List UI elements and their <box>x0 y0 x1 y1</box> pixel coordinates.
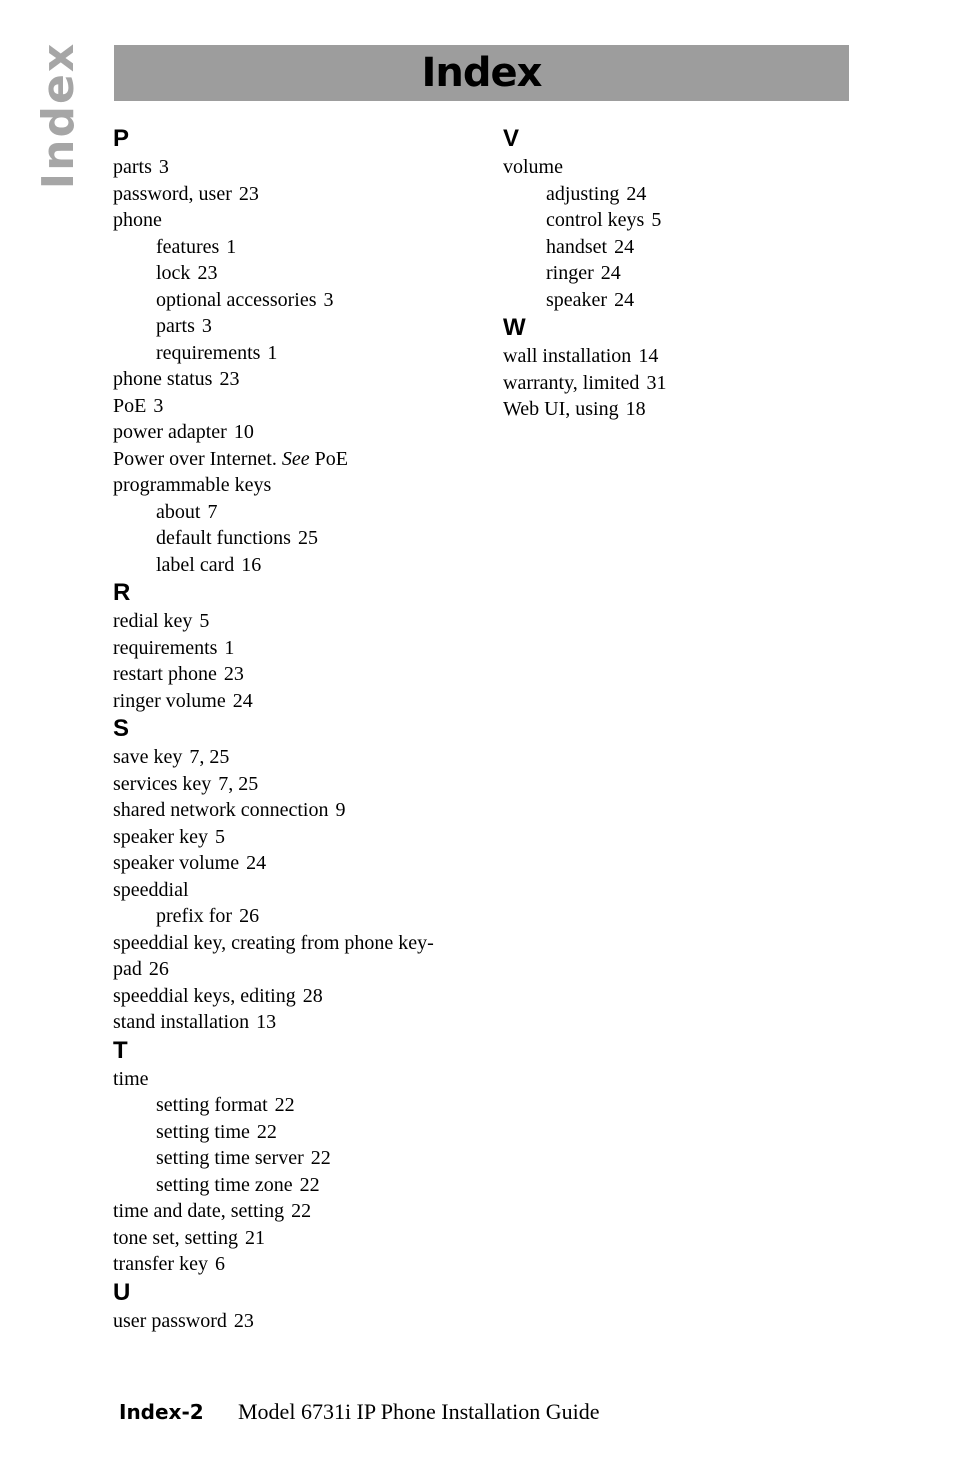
index-entry <box>113 393 493 420</box>
entry-page-number: 26 <box>148 958 169 980</box>
index-entry <box>113 1251 493 1278</box>
section-letter: W <box>503 314 526 341</box>
page-title: Index <box>421 50 542 96</box>
index-subentry <box>113 552 493 579</box>
entry-page-number: 3 <box>158 156 169 178</box>
entry-term: features <box>156 235 220 258</box>
index-entry <box>113 1198 493 1225</box>
footer-page-number: Index-2 <box>119 1400 204 1424</box>
section-letter: T <box>113 1036 128 1064</box>
entry-page-number: 1 <box>226 235 237 258</box>
entry-term: user password <box>113 1309 227 1332</box>
entry-page-number: 24 <box>246 852 267 874</box>
entry-page-number: 24 <box>232 689 253 712</box>
entry-term: ringer volume <box>113 689 226 712</box>
entry-term: time <box>113 1067 149 1090</box>
entry-term: tone set, setting <box>113 1226 238 1249</box>
entry-term: phone status <box>113 368 213 390</box>
entry-term: lock <box>156 262 191 284</box>
entry-term: default functions <box>156 527 291 549</box>
entry-page-number: 9 <box>335 799 346 821</box>
index-subentry <box>503 234 883 261</box>
entry-term: setting time <box>156 1120 250 1143</box>
entry-page-number: 22 <box>299 1173 320 1196</box>
entry-term: PoE <box>113 394 147 417</box>
entry-term: Web UI, using <box>503 398 619 420</box>
entry-term: requirements <box>156 341 261 364</box>
index-entry <box>113 661 493 688</box>
entry-page-number: 26 <box>239 905 260 927</box>
entry-page-number: 24 <box>600 262 621 284</box>
entry-term: wall installation <box>503 345 632 367</box>
entry-term: ringer <box>546 262 594 284</box>
index-entry <box>113 1066 493 1093</box>
entry-term: power adapter <box>113 421 227 443</box>
entry-term: shared network connection <box>113 799 329 821</box>
entry-term: adjusting <box>546 182 620 205</box>
page-footer <box>119 1398 600 1426</box>
entry-page-number: 24 <box>626 182 647 205</box>
index-subentry <box>503 207 883 234</box>
footer-guide-title: Model 6731i IP Phone Installation Guide <box>238 1399 600 1424</box>
title-bar <box>114 45 849 101</box>
index-subentry <box>113 903 493 930</box>
entry-term: about <box>156 500 201 523</box>
entry-term: setting format <box>156 1094 268 1116</box>
entry-term: redial key <box>113 610 193 632</box>
entry-page-number: 7 <box>207 500 218 523</box>
index-entry <box>113 635 493 662</box>
entry-term: prefix for <box>156 905 233 927</box>
entry-term: requirements <box>113 636 218 659</box>
entry-page-number: 13 <box>256 1011 277 1033</box>
index-subentry <box>113 313 493 340</box>
section-letter: P <box>113 125 130 152</box>
entry-page-number: 22 <box>274 1094 295 1116</box>
entry-term: optional accessories <box>156 288 317 311</box>
index-subentry <box>113 499 493 526</box>
index-entry <box>113 1225 493 1252</box>
index-entry <box>113 983 493 1010</box>
entry-page-number: 5 <box>199 610 210 632</box>
index-entry <box>113 366 493 393</box>
see-reference-label: See <box>281 447 310 470</box>
entry-term: Power over Internet. <box>113 447 277 470</box>
entry-page-number: 22 <box>256 1120 277 1143</box>
index-entry <box>503 396 883 423</box>
index-entry <box>113 446 493 473</box>
entry-term: setting time zone <box>156 1173 293 1196</box>
entry-page-number: 22 <box>310 1147 331 1169</box>
entry-term: phone <box>113 209 162 231</box>
entry-term: stand installation <box>113 1011 250 1033</box>
entry-page-number: 1 <box>224 636 235 659</box>
index-subentry <box>113 287 493 314</box>
entry-page-number: 5 <box>214 825 225 848</box>
entry-page-number: 31 <box>646 371 667 394</box>
entry-term: handset <box>546 235 608 258</box>
entry-page-number: 14 <box>638 345 659 367</box>
index-entry <box>113 608 493 635</box>
entry-page-number: 23 <box>197 262 218 284</box>
index-subentry <box>113 1119 493 1146</box>
index-entry <box>503 343 883 370</box>
entry-term: transfer key <box>113 1253 208 1275</box>
entry-term: save key <box>113 746 183 768</box>
entry-page-number: 10 <box>233 421 254 443</box>
entry-page-number: 5 <box>651 209 662 231</box>
entry-page-number: 16 <box>241 553 262 576</box>
index-entry <box>113 930 493 957</box>
entry-term: speaker key <box>113 825 208 848</box>
section-letter: U <box>113 1278 131 1306</box>
section-letter: V <box>503 125 520 152</box>
entry-page-number: 3 <box>153 394 164 417</box>
index-entry <box>113 181 493 208</box>
entry-page-number: 6 <box>214 1253 225 1275</box>
entry-page-number: 21 <box>244 1226 265 1249</box>
entry-term: restart phone <box>113 663 217 685</box>
index-subentry <box>113 1145 493 1172</box>
section-letter: R <box>113 579 131 606</box>
side-tab-label <box>33 40 85 190</box>
entry-page-number: 3 <box>201 315 212 337</box>
entry-page-number: 25 <box>297 527 318 549</box>
entry-term: password, user <box>113 182 232 205</box>
entry-page-number: 18 <box>625 398 646 420</box>
see-reference-target: PoE <box>314 447 348 470</box>
index-subentry <box>113 234 493 261</box>
entry-term: programmable keys <box>113 474 272 496</box>
entry-page-number: 1 <box>267 341 278 364</box>
index-column-right <box>503 124 883 423</box>
entry-page-number: 3 <box>323 288 334 311</box>
entry-term: parts <box>113 156 152 178</box>
index-entry <box>113 850 493 877</box>
side-tab-text: Index <box>33 41 85 189</box>
index-entry <box>113 956 493 983</box>
index-entry <box>113 207 493 234</box>
index-subentry <box>503 287 883 314</box>
index-subentry <box>113 525 493 552</box>
entry-term: pad <box>113 958 142 980</box>
index-subentry <box>113 1172 493 1199</box>
entry-page-number: 24 <box>614 235 635 258</box>
entry-term: volume <box>503 156 563 178</box>
entry-page-number: 7, 25 <box>218 772 259 795</box>
index-entry <box>113 472 493 499</box>
index-subentry <box>503 260 883 287</box>
entry-page-number: 28 <box>302 984 323 1007</box>
index-entry <box>113 688 493 715</box>
entry-page-number: 24 <box>614 288 635 311</box>
index-subentry <box>113 260 493 287</box>
index-entry <box>113 419 493 446</box>
index-entry <box>503 154 883 181</box>
index-entry <box>503 370 883 397</box>
entry-term: services key <box>113 772 212 795</box>
entry-term: speaker <box>546 288 608 311</box>
index-entry <box>113 877 493 904</box>
index-subentry <box>503 181 883 208</box>
index-entry <box>113 1009 493 1036</box>
entry-page-number: 23 <box>233 1309 254 1332</box>
entry-term: speeddial key, creating from phone key- <box>113 931 434 954</box>
entry-term: speeddial <box>113 878 189 901</box>
entry-page-number: 22 <box>291 1200 312 1222</box>
index-entry <box>113 1308 493 1335</box>
index-column-left <box>113 124 493 1334</box>
entry-term: warranty, limited <box>503 371 640 394</box>
index-entry <box>113 771 493 798</box>
index-entry <box>113 824 493 851</box>
entry-term: speeddial keys, editing <box>113 984 296 1007</box>
section-letter: S <box>113 715 130 742</box>
entry-term: setting time server <box>156 1147 304 1169</box>
entry-page-number: 23 <box>219 368 240 390</box>
entry-term: time and date, setting <box>113 1200 285 1222</box>
entry-page-number: 7, 25 <box>189 746 230 768</box>
entry-term: control keys <box>546 209 645 231</box>
index-entry <box>113 154 493 181</box>
entry-term: speaker volume <box>113 852 240 874</box>
index-entry <box>113 797 493 824</box>
entry-page-number: 23 <box>238 182 259 205</box>
index-subentry <box>113 340 493 367</box>
entry-term: label card <box>156 553 235 576</box>
entry-page-number: 23 <box>223 663 244 685</box>
index-entry <box>113 744 493 771</box>
index-subentry <box>113 1092 493 1119</box>
entry-term: parts <box>156 315 195 337</box>
